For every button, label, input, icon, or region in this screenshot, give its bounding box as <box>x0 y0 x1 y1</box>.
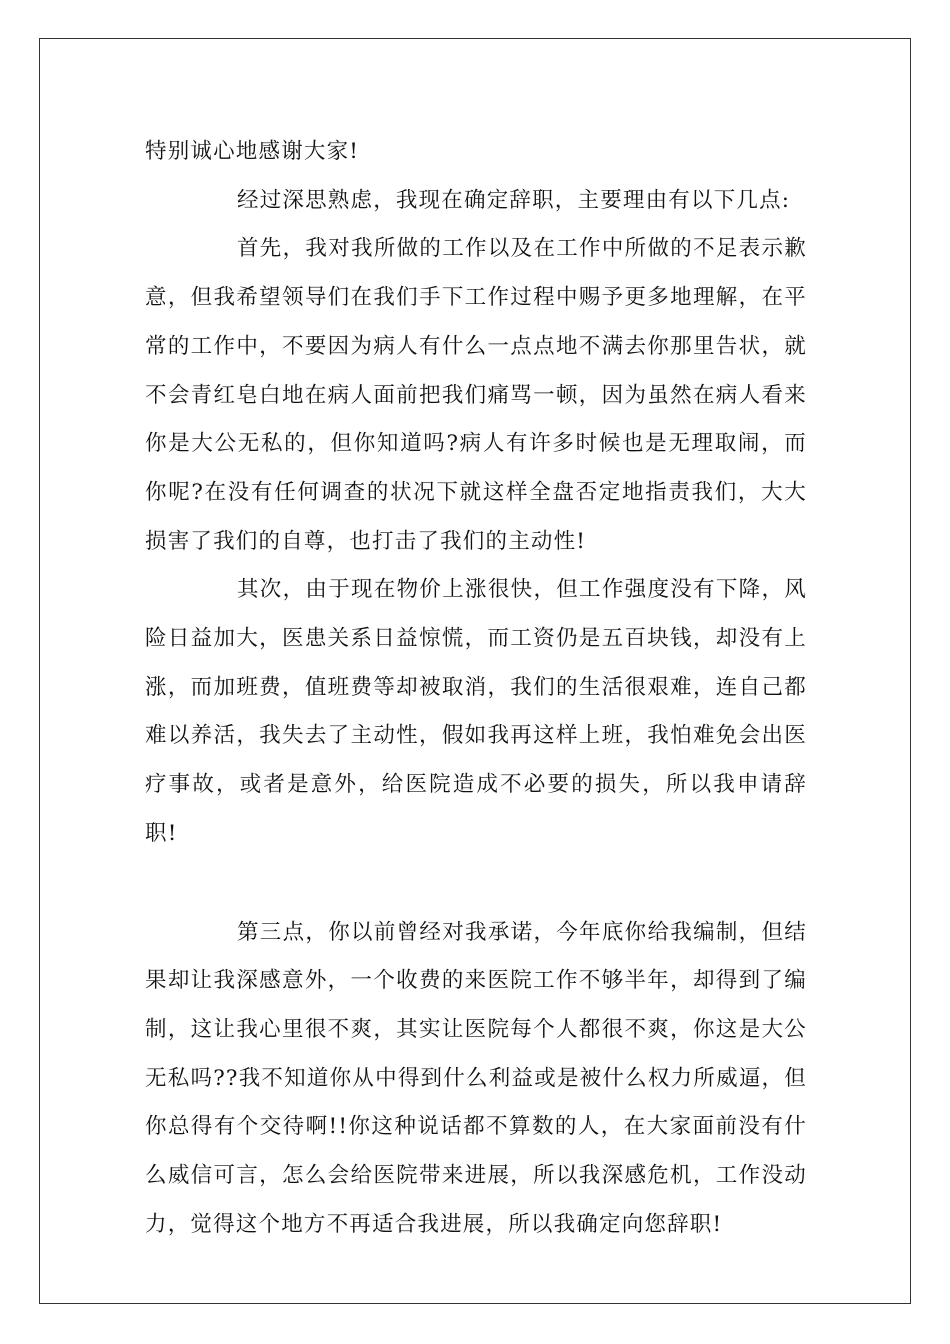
reasons-intro-paragraph: 经过深思熟虑，我现在确定辞职，主要理由有以下几点: <box>237 187 791 213</box>
paragraph-spacer <box>145 859 807 909</box>
third-reason-paragraph: 第三点，你以前曾经对我承诺，今年底你给我编制，但结果却让我深感意外，一个收费的来医院工作不够半年，却得到了编制，这让我心里很不爽，其实让医院每个人都很不爽，你这是大公无私吗??我不知道你从中得到什么利益或是被什么权力所威逼，但你总得有个交待啊!!你这种说话都不算数的人，在大家面前没有什么威信可言，怎么会给医院带来进展，所以我深感危机，工作没动力，觉得这个地方不再适合我进展，所以我确定向您辞职! <box>145 919 807 1237</box>
closing-thanks-paragraph: 特别诚心地感谢大家! <box>145 139 360 164</box>
first-reason-paragraph: 首先，我对我所做的工作以及在工作中所做的不足表示歉意，但我希望领导们在我们手下工作过程中赐予更多地理解，在平常的工作中，不要因为病人有什么一点点地不满去你那里告状，就不会青红皂白地在病人面前把我们痛骂一顿，因为虽然在病人看来你是大公无私的，但你知道吗?病人有许多时候也是无理取闹，而你呢?在没有任何调查的状况下就这样全盘否定地指责我们，大大损害了我们的自尊，也打击了我们的主动性! <box>145 236 807 554</box>
second-reason-paragraph: 其次，由于现在物价上涨很快，但工作强度没有下降，风险日益加大，医患关系日益惊慌，而工资仍是五百块钱，却没有上涨，而加班费，值班费等却被取消，我们的生活很艰难，连自己都难以养活，我失去了主动性，假如我再这样上班，我怕难免会出医疗事故，或者是意外，给医院造成不必要的损失，所以我申请辞职! <box>145 577 807 846</box>
letter-body <box>145 128 807 1249</box>
